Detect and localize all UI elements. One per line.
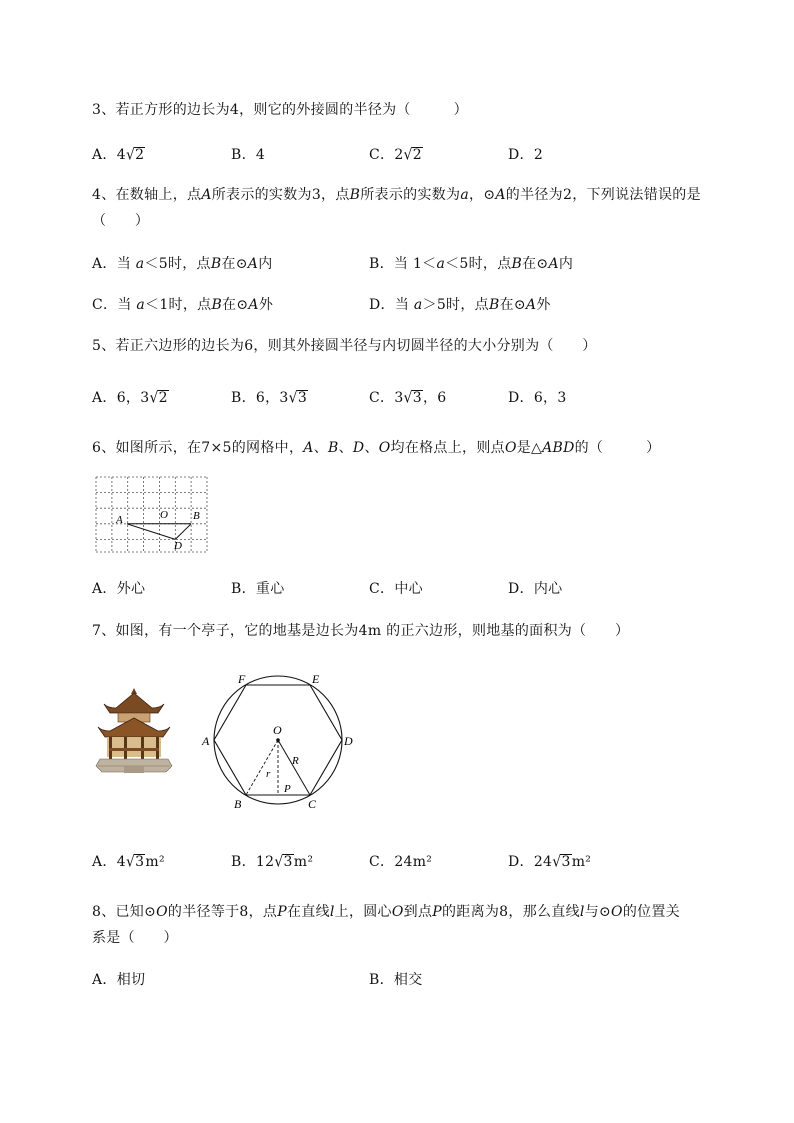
label-a: A <box>202 734 210 748</box>
q8-option-b[interactable]: B．相交 <box>369 972 423 988</box>
q6-option-b[interactable]: B．重心 <box>231 581 285 597</box>
label-o: O <box>273 723 282 737</box>
label-d: D <box>174 540 182 552</box>
label-e: E <box>312 672 320 686</box>
q8-option-a[interactable]: A．相切 <box>92 972 146 988</box>
dashed-grid <box>96 477 207 552</box>
question-7-stem: 7、如图，有一个亭子，它的地基是边长为4m 的正六边形，则地基的面积为（ ） <box>92 623 630 639</box>
question-5-stem: 5、若正六边形的边长为6，则其外接圆半径与内切圆半径的大小分别为（ ） <box>92 338 597 354</box>
q7-option-c[interactable]: C．24m² <box>369 854 433 870</box>
q3-option-b[interactable]: B．4 <box>231 147 266 163</box>
label-o: O <box>160 509 168 521</box>
q7-option-b[interactable]: B．12√3m² <box>231 853 314 871</box>
q3-option-a[interactable]: A．4√2 <box>92 146 145 164</box>
q5-option-b[interactable]: B．6，3√3 <box>231 389 308 407</box>
label-c: C <box>308 797 317 811</box>
q3-option-d[interactable]: D．2 <box>508 147 544 163</box>
q3-option-c[interactable]: C．2√2 <box>369 146 422 164</box>
label-r-lower: r <box>266 768 271 780</box>
label-d: D <box>344 734 353 748</box>
grid-triangle-figure <box>94 474 210 556</box>
label-f: F <box>238 672 246 686</box>
q5-option-c[interactable]: C．3√3，6 <box>369 389 447 407</box>
q5-option-d[interactable]: D．6，3 <box>508 390 567 406</box>
q7-option-a[interactable]: A．4√3m² <box>92 853 165 871</box>
pavilion-picture <box>94 686 174 778</box>
q4-option-b[interactable]: B．当 1＜a＜5时，点B在⊙A内 <box>369 256 574 272</box>
radius-ob <box>246 740 278 795</box>
q6-option-a[interactable]: A．外心 <box>92 581 146 597</box>
label-p: P <box>284 783 291 795</box>
question-4-stem-continued: （ ） <box>92 213 150 229</box>
question-8-stem: 8、已知⊙O的半径等于8，点P在直线l上，圆心O到点P的距离为8，那么直线l与⊙O的位置关 <box>92 904 681 920</box>
hexagon-circle-figure <box>200 665 360 813</box>
label-a: A <box>116 514 123 526</box>
q5-option-a[interactable]: A．6，3√2 <box>92 389 168 407</box>
question-3-stem: 3、若正方形的边长为4，则它的外接圆的半径为（ ） <box>92 102 468 118</box>
radius-oc <box>278 740 310 795</box>
q7-option-d[interactable]: D．24√3m² <box>508 853 592 871</box>
q4-option-d[interactable]: D．当 a＞5时，点B在⊙A外 <box>369 297 551 313</box>
q4-option-c[interactable]: C．当 a＜1时，点B在⊙A外 <box>92 297 274 313</box>
q6-option-d[interactable]: D．内心 <box>508 581 563 597</box>
label-b: B <box>234 797 242 811</box>
question-8-stem-continued: 系是（ ） <box>92 930 178 946</box>
question-6-stem: 6、如图所示，在7×5的网格中，A、B、D、O均在格点上，则点O是△ABD的（ ） <box>92 440 661 456</box>
question-4-stem: 4、在数轴上，点A所表示的实数为3，点B所表示的实数为a，⊙A的半径为2，下列说法错误的是 <box>92 187 701 203</box>
center-point <box>276 738 280 742</box>
label-b: B <box>193 510 200 522</box>
label-r-upper: R <box>292 755 299 767</box>
q6-option-c[interactable]: C．中心 <box>369 581 423 597</box>
q4-option-a[interactable]: A．当 a＜5时，点B在⊙A内 <box>92 256 273 272</box>
